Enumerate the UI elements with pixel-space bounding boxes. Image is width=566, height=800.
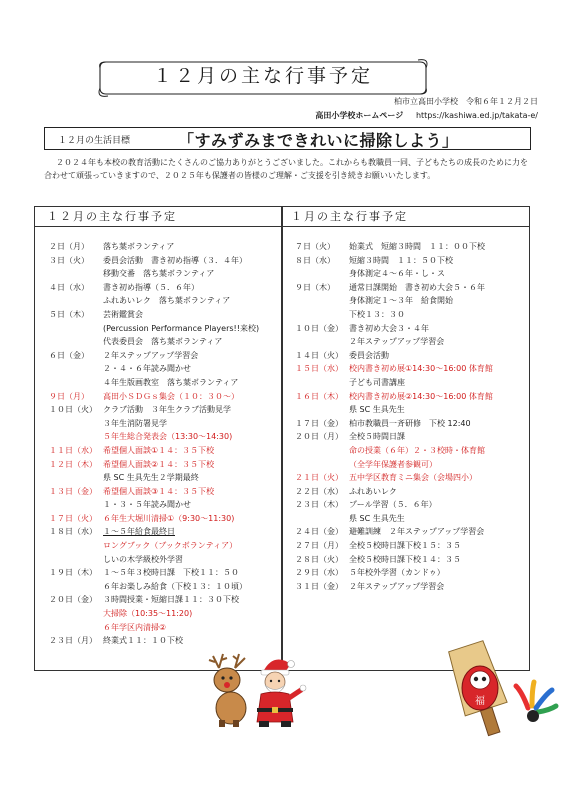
- event-text: ４年生版画教室 落ち葉ボランティア: [103, 377, 239, 387]
- december-event-row: [35, 607, 281, 621]
- january-event-row: [283, 512, 529, 526]
- event-date: １５日（水）: [295, 364, 343, 374]
- january-event-row: [283, 430, 529, 444]
- december-event-row: [35, 539, 281, 553]
- december-event-row: [35, 525, 281, 539]
- event-text: ロングブック（ブックボランティア）: [103, 541, 238, 551]
- event-date: １８日（水）: [49, 527, 97, 537]
- event-date: ２０日（金）: [49, 595, 97, 605]
- event-text: 大掃除（10:35～11:20): [103, 609, 193, 619]
- january-event-row: [283, 566, 529, 580]
- daruma-hagoita-new-year-illustration: [440, 630, 560, 740]
- santa-and-reindeer-illustration: [205, 650, 310, 728]
- event-text: ３時間授業・短縮日課１１：３０下校: [103, 595, 239, 605]
- event-text: ５年生総合発表会（13:30～14:30): [103, 432, 233, 442]
- event-text: （全学年保護者参観可）: [349, 459, 437, 469]
- event-date: １７日（火）: [49, 513, 97, 523]
- event-text: 委員会活動 書き初め指導（３．４年）: [103, 255, 247, 265]
- january-heading: １月の主な行事予定: [283, 207, 529, 227]
- homepage-label: 高田小学校ホームページ: [315, 111, 404, 120]
- event-date: １０日（火）: [49, 405, 97, 415]
- event-text: ２年ステップアップ学習会: [349, 581, 445, 591]
- event-text: 子ども司書講座: [349, 377, 405, 387]
- event-text: 書き初め大会３・４年: [349, 323, 429, 333]
- january-event-row: [283, 485, 529, 499]
- december-event-row: [35, 458, 281, 472]
- event-date: １０日（金）: [295, 323, 343, 333]
- december-event-row: [35, 294, 281, 308]
- reindeer-icon: [209, 654, 246, 727]
- event-text: １～５年３校時日課 下校１１：５０: [103, 568, 239, 578]
- intro-paragraph: ２０２４年も本校の教育活動にたくさんのご協力ありがとうございました。これからも教職員一同、子どもたちの成長のために力を合わせて頑張っていきますので、２０２５年も保護者の皆様のご理解・ご支援を引き続きお願いいたします。: [44, 158, 528, 180]
- event-date: １２日（木）: [49, 459, 97, 469]
- january-event-row: [283, 390, 529, 404]
- january-event-row: [283, 281, 529, 295]
- december-heading: １２月の主な行事予定: [35, 207, 281, 227]
- january-schedule: [282, 206, 530, 671]
- event-date: ３１日（金）: [295, 581, 343, 591]
- december-event-row: [35, 308, 281, 322]
- event-text: (Percussion Performance Players!!来校): [103, 323, 260, 333]
- event-date: ９日（月）: [49, 391, 89, 401]
- event-text: 希望個人面談③１４：３５下校: [103, 486, 215, 496]
- december-event-row: [35, 240, 281, 254]
- event-text: 委員会活動: [349, 350, 389, 360]
- event-text: 身体測定１～３年 給食開始: [349, 296, 453, 306]
- homepage-url[interactable]: https://kashiwa.ed.jp/takata-e/: [415, 111, 538, 120]
- event-date: ２７日（月）: [295, 541, 343, 551]
- december-event-row: [35, 390, 281, 404]
- event-text: プール学習（５．６年）: [349, 500, 437, 510]
- december-event-row: [35, 267, 281, 281]
- event-text: 希望個人面談②１４：３５下校: [103, 459, 215, 469]
- january-event-row: [283, 403, 529, 417]
- january-event-row: [283, 240, 529, 254]
- event-text: 校内書き初め展②14:30～16:00 体育館: [349, 391, 493, 401]
- event-text: 県 SC 生具先生: [349, 513, 405, 523]
- event-text: 全校５校時日課下校１５：３５: [349, 541, 461, 551]
- homepage-line: [315, 110, 538, 121]
- december-event-row: [35, 417, 281, 431]
- event-text: ２年ステップアップ学習会: [103, 350, 199, 360]
- monthly-goal-label: １２月の生活目標: [58, 136, 131, 146]
- january-event-row: [283, 444, 529, 458]
- event-text: 全校５校時日課下校１４：３５: [349, 554, 461, 564]
- event-text: 県 SC 生具先生２学期最終: [103, 473, 199, 483]
- event-date: ７日（火）: [295, 242, 335, 251]
- december-event-row: [35, 444, 281, 458]
- daruma-fuku-text: 福: [475, 696, 485, 707]
- event-text: 避難訓練 ２年ステップアップ学習会: [349, 527, 485, 537]
- event-text: 始業式 短縮３時間 １１：００下校: [349, 242, 485, 251]
- december-event-row: [35, 553, 281, 567]
- event-date: ２８日（火）: [295, 554, 343, 564]
- december-event-row: [35, 281, 281, 295]
- december-event-row: [35, 362, 281, 376]
- january-event-row: [283, 498, 529, 512]
- december-event-row: [35, 430, 281, 444]
- january-event-row: [283, 458, 529, 472]
- event-text: 高田小ＳＤＧｓ集会（１０：３０～）: [103, 391, 239, 401]
- event-date: ２２日（水）: [295, 486, 343, 496]
- january-event-row: [283, 267, 529, 281]
- january-event-row: [283, 539, 529, 553]
- event-text: 落ち葉ボランティア: [103, 242, 175, 251]
- event-text: 終業式１１：１０下校: [103, 636, 183, 646]
- january-event-row: [283, 254, 529, 268]
- december-schedule: [34, 206, 282, 671]
- january-event-row: [283, 322, 529, 336]
- event-text: 通常日課開始 書き初め大会５・６年: [349, 282, 485, 292]
- event-date: ８日（水）: [295, 255, 335, 265]
- december-event-row: [35, 621, 281, 635]
- december-event-row: [35, 471, 281, 485]
- event-text: 代表委員会 落ち葉ボランティア: [103, 337, 223, 347]
- event-text: 全校５時間日課: [349, 432, 405, 442]
- december-event-row: [35, 485, 281, 499]
- event-date: １７日（金）: [295, 418, 343, 428]
- december-event-row: [35, 634, 281, 648]
- event-text: ふれあいレク: [349, 486, 397, 496]
- event-date: ９日（木）: [295, 282, 335, 292]
- event-text: 下校１３：３０: [349, 309, 405, 319]
- event-date: ２９日（水）: [295, 568, 343, 578]
- monthly-goal-text: 「すみずみまできれいに掃除しよう」: [178, 131, 459, 150]
- event-date: ５日（木）: [49, 309, 89, 319]
- event-date: １９日（木）: [49, 568, 97, 578]
- december-event-row: [35, 593, 281, 607]
- event-text: ふれあいレク 落ち葉ボランティア: [103, 296, 231, 306]
- event-text: 書き初め指導（５．６年）: [103, 282, 199, 292]
- event-text: 命の授業（６年）２・３校時・体育館: [349, 445, 485, 455]
- event-text: クラブ活動 ３年生クラブ活動見学: [103, 405, 231, 415]
- january-event-row: [283, 349, 529, 363]
- january-event-row: [283, 376, 529, 390]
- event-date: １６日（木）: [295, 391, 343, 401]
- event-text: 短縮３時間 １１：５０下校: [349, 255, 453, 265]
- santa-icon: [257, 660, 306, 728]
- event-text: ２年ステップアップ学習会: [349, 337, 445, 347]
- december-event-row: [35, 498, 281, 512]
- event-text: ６年学区内清掃②: [103, 622, 167, 632]
- event-text: 移動交番 落ち葉ボランティア: [103, 269, 215, 279]
- event-date: ２日（月）: [49, 242, 89, 251]
- december-event-row: [35, 254, 281, 268]
- january-event-row: [283, 294, 529, 308]
- school-and-date: 柏市立高田小学校 令和６年１２月２日: [394, 97, 538, 106]
- event-date: ２４日（金）: [295, 527, 343, 537]
- event-date: １１日（水）: [49, 445, 97, 455]
- event-text: 芸術鑑賞会: [103, 309, 143, 319]
- event-text: ５年校外学習（カンドゥ）: [349, 568, 445, 578]
- event-text: １・３・５年読み聞かせ: [103, 500, 191, 510]
- event-text: 柏市教職員一斉研修 下校 12:40: [349, 418, 471, 428]
- event-date: ２３日（月）: [49, 636, 97, 646]
- january-event-row: [283, 417, 529, 431]
- page-title: １２月の主な行事予定: [152, 65, 373, 87]
- january-event-list: [283, 240, 529, 593]
- december-event-row: [35, 403, 281, 417]
- event-date: ２０日（月）: [295, 432, 343, 442]
- event-text: 県 SC 生具先生: [349, 405, 405, 415]
- event-text: 希望個人面談①１４：３５下校: [103, 445, 215, 455]
- event-text: 五中学区教育ミニ集会（会場四小）: [349, 473, 477, 483]
- january-event-row: [283, 362, 529, 376]
- december-event-row: [35, 512, 281, 526]
- event-text: ６年生大堀川清掃①（9:30～11:30): [103, 513, 235, 523]
- january-event-row: [283, 580, 529, 594]
- event-date: ６日（金）: [49, 350, 89, 360]
- event-date: ２３日（木）: [295, 500, 343, 510]
- event-text: しいの木学級校外学習: [103, 554, 183, 564]
- december-event-row: [35, 322, 281, 336]
- daruma-icon: [462, 666, 498, 710]
- december-event-list: [35, 240, 281, 648]
- event-text: ６年お楽しみ給食（下校１３：１０頃）: [103, 581, 247, 591]
- event-text: 校内書き初め展①14:30～16:00 体育館: [349, 364, 493, 374]
- january-event-row: [283, 553, 529, 567]
- january-event-row: [283, 308, 529, 322]
- event-text: １～５年給食最終日: [103, 527, 175, 537]
- december-event-row: [35, 335, 281, 349]
- event-date: １３日（金）: [49, 486, 97, 496]
- january-event-row: [283, 335, 529, 349]
- event-text: 身体測定４～６年・し・ス: [349, 269, 445, 279]
- december-event-row: [35, 349, 281, 363]
- december-event-row: [35, 580, 281, 594]
- december-event-row: [35, 566, 281, 580]
- event-text: ２・４・６年読み聞かせ: [103, 364, 191, 374]
- event-text: ３年生消防署見学: [103, 418, 167, 428]
- december-event-row: [35, 376, 281, 390]
- january-event-row: [283, 525, 529, 539]
- event-date: ２１日（火）: [295, 473, 343, 483]
- shuttlecock-feathers-icon: [516, 682, 556, 722]
- event-date: １４日（火）: [295, 350, 343, 360]
- january-event-row: [283, 471, 529, 485]
- event-date: ３日（火）: [49, 255, 89, 265]
- event-date: ４日（水）: [49, 282, 89, 292]
